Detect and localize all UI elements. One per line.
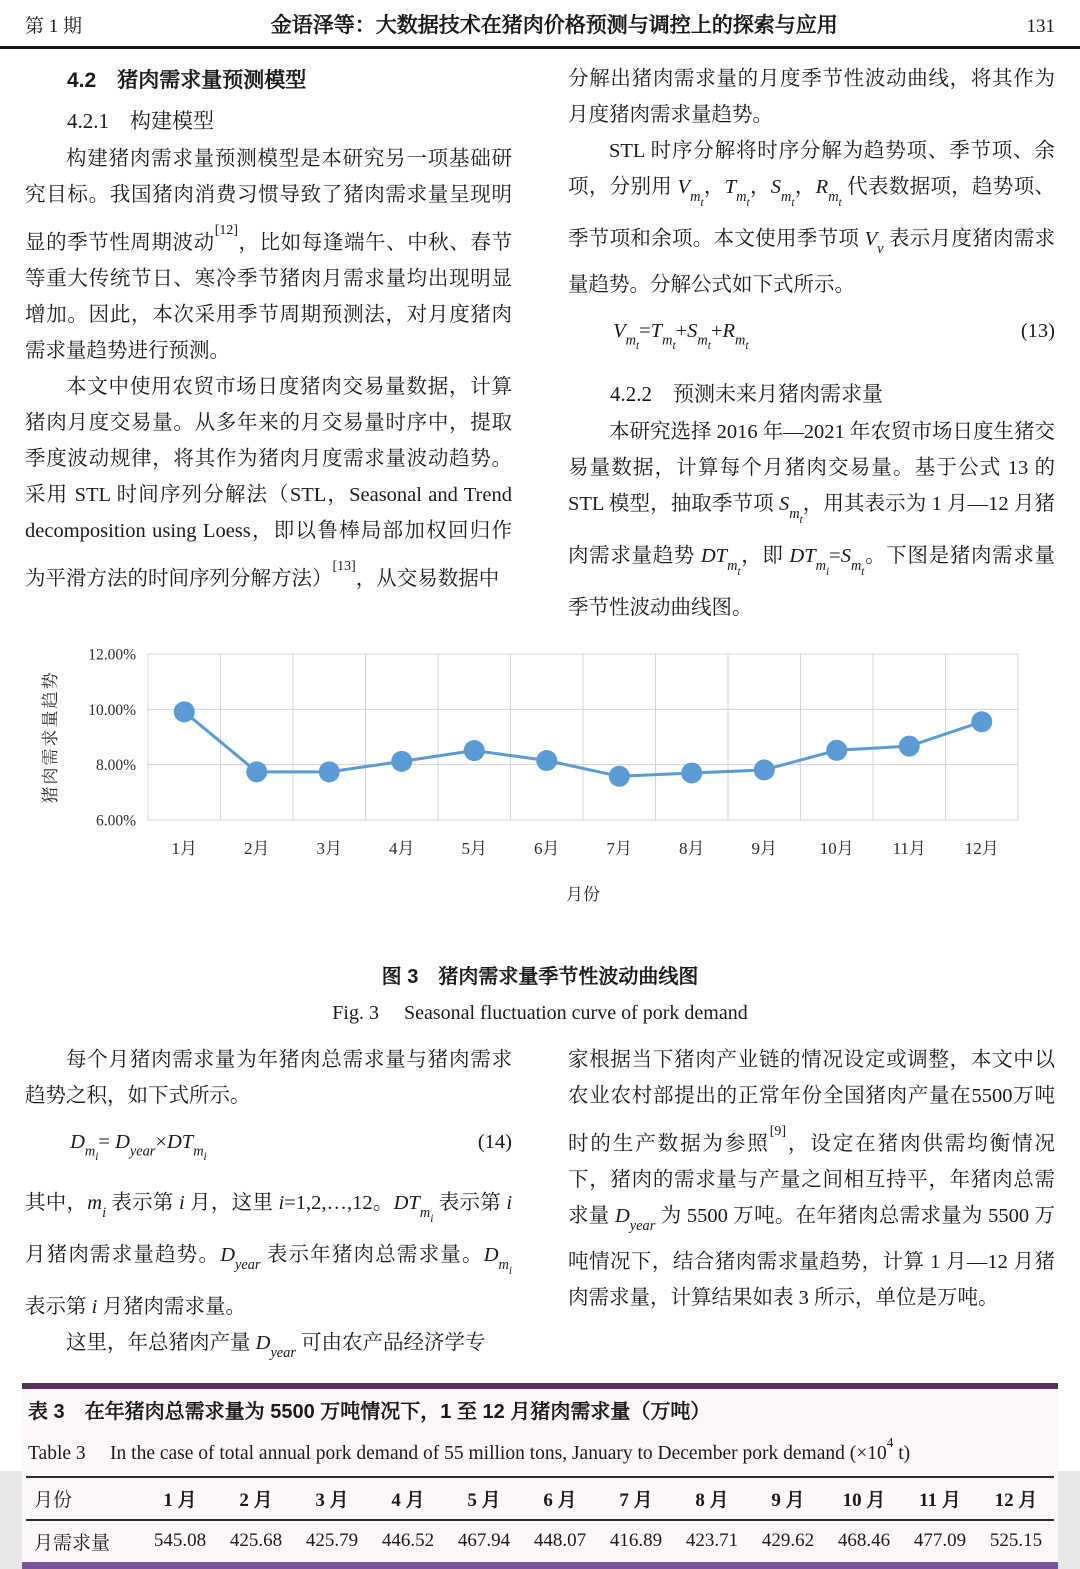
chart-x-tick-label: 10月 — [819, 839, 854, 858]
right-column-bottom — [568, 1042, 1055, 1371]
text-run: m — [850, 557, 862, 574]
text-run: i — [825, 566, 830, 578]
text-run: = — [639, 319, 651, 342]
page-number: 131 — [1026, 16, 1055, 37]
text-run: 表示第 — [433, 1192, 507, 1215]
text-run: m — [690, 188, 701, 205]
formula-14-expression — [70, 1125, 207, 1174]
chart-data-point — [899, 736, 920, 757]
table-data-row — [26, 1520, 1054, 1562]
text-run: 本研究选择 2016 年—2021 年农贸市场日度生猪交易量数据，计算每个月猪肉交易量。基于公式 13 的 STL 模型，抽取季节项 — [568, 421, 1055, 516]
text-run: m — [727, 557, 738, 574]
text-run: 其中， — [25, 1192, 88, 1215]
text-run: ， — [703, 176, 725, 198]
table-month-header: 8 月 — [695, 1489, 729, 1511]
table-cell: 416.89 — [609, 1530, 663, 1552]
text-run: i — [179, 1192, 185, 1215]
text-run: D — [255, 1332, 271, 1355]
text-run: m — [828, 188, 839, 205]
figure-caption-en: Fig. 3 Seasonal fluctuation curve of pork demand — [332, 1002, 748, 1024]
chart-y-tick-label: 6.00% — [95, 812, 136, 830]
text-run: S — [687, 319, 698, 342]
table-col-label: 月份 — [34, 1489, 73, 1511]
text-run: i — [506, 1192, 513, 1215]
text-run: S — [770, 176, 782, 198]
text-run: ， — [749, 176, 771, 198]
text-run: t — [672, 340, 676, 353]
chart-data-point — [971, 711, 992, 732]
section-heading-4-2: 4.2 猪肉需求量预测模型 — [67, 69, 307, 92]
text-columns-top — [0, 61, 1080, 626]
text-run: DT — [789, 545, 816, 568]
text-run: S — [778, 493, 790, 516]
text-run: t — [746, 196, 750, 209]
text-run: m — [662, 332, 673, 349]
text-run: D — [483, 1244, 499, 1267]
chart-y-tick-label: 8.00% — [95, 757, 136, 775]
page-header — [0, 0, 1080, 49]
text-run: 。下图是猪肉需求量季节性波动曲线图。 — [568, 545, 1056, 619]
text-run: t — [745, 340, 749, 353]
text-run: t — [700, 196, 704, 209]
text-run: 表示第 — [25, 1296, 92, 1319]
table-month-header: 11 月 — [919, 1489, 961, 1511]
table-month-header: 10 月 — [842, 1489, 886, 1511]
table-month-header: 2 月 — [239, 1489, 273, 1511]
text-run: t — [838, 196, 842, 209]
text-run: m — [87, 1192, 103, 1215]
text-run: 可由农产品经济学专 — [295, 1332, 486, 1355]
chart-data-point — [174, 701, 195, 722]
left-column-top — [25, 61, 512, 626]
demand-trend-line-chart — [30, 636, 1050, 936]
table-cell: 448.07 — [533, 1530, 587, 1552]
text-run: t) — [893, 1442, 911, 1464]
paragraph-dyear-setting — [568, 1042, 1055, 1316]
text-run: [12] — [214, 223, 238, 238]
issue-label: 第 1 期 — [25, 16, 83, 37]
table-month-header: 12 月 — [994, 1489, 1038, 1511]
table-month-header: 7 月 — [619, 1489, 653, 1511]
left-column-bottom — [25, 1042, 512, 1371]
text-run: = — [829, 545, 841, 568]
text-run: DT — [700, 545, 728, 568]
text-run: i — [95, 1151, 99, 1164]
text-run: S — [840, 545, 851, 568]
text-run: ，设定在猪肉供需均衡情况下，猪肉的需求量与产量之间相互持平，年猪肉总需求量 — [568, 1133, 1056, 1228]
chart-data-point — [391, 751, 412, 772]
paragraph-symbol-definitions — [25, 1185, 512, 1325]
text-run: T — [724, 176, 737, 198]
table-cell: 525.15 — [989, 1530, 1043, 1552]
text-run: × — [155, 1131, 167, 1153]
table-cell: 425.79 — [305, 1530, 359, 1552]
formula-13 — [568, 314, 1055, 363]
chart-data-point — [609, 766, 630, 787]
text-run: ，从交易数据中 — [355, 568, 500, 591]
text-run: =1,2,…,12。 — [284, 1192, 394, 1215]
table-month-header: 6 月 — [543, 1489, 577, 1511]
text-run: = — [98, 1131, 116, 1153]
figure-caption-zh: 图 3 猪肉需求量季节性波动曲线图 — [381, 966, 699, 988]
chart-x-tick-label: 11月 — [892, 839, 926, 858]
text-run: ，用其表示为 1 月—12 月猪肉需求量趋势 — [568, 493, 1056, 568]
paragraph-monthly-demand-product: 每个月猪肉需求量为年猪肉总需求量与猪肉需求趋势之积，如下式所示。 — [25, 1049, 512, 1107]
chart-data-point — [246, 761, 267, 782]
text-run: 这里，年总猪肉产量 — [66, 1332, 256, 1355]
paragraph-dyear-intro — [25, 1325, 512, 1371]
table-bottom-rule — [22, 1562, 1058, 1569]
text-run: m — [193, 1143, 204, 1160]
table-caption-en — [22, 1427, 1058, 1476]
text-run: Table 3 In the case of total annual pork demand of 55 million tons, January to December pork demand (×10 — [28, 1442, 887, 1464]
text-run: i — [203, 1151, 207, 1164]
table-3-block — [22, 1383, 1058, 1569]
text-run: v — [877, 240, 884, 257]
text-run: 家根据当下猪肉产业链的情况设定或调整，本文中以农业农村部提出的正常年份全国猪肉产量在5500万吨时的生产数据为参照 — [568, 1049, 1055, 1156]
formula-14 — [25, 1125, 512, 1174]
section-heading-4-2-1: 4.2.1 构建模型 — [67, 109, 214, 133]
text-run: D — [614, 1205, 630, 1228]
text-run: + — [675, 319, 688, 342]
text-run: m — [815, 557, 826, 574]
text-run: 构建猪肉需求量预测模型是本研究另一项基础研究目标。我国猪肉消费习惯导致了猪肉需求量呈现明显的季节性周期波动 — [25, 148, 512, 255]
text-run: m — [781, 188, 792, 205]
equation-number-13: (13) — [1020, 319, 1055, 342]
text-run: m — [498, 1257, 509, 1274]
text-run: D — [115, 1131, 130, 1153]
table-month-header: 4 月 — [391, 1489, 425, 1511]
formula-13-expression — [613, 314, 748, 363]
table-cell: 477.09 — [913, 1530, 967, 1552]
table-caption-zh: 表 3 在年猪肉总需求量为 5500 万吨情况下，1 至 12 月猪肉需求量（万吨） — [28, 1401, 711, 1424]
text-run: i — [102, 1205, 107, 1222]
table-cell: 425.68 — [229, 1530, 283, 1552]
table-header-row — [26, 1477, 1054, 1520]
text-run: t — [635, 340, 640, 353]
text-run: V — [613, 319, 626, 342]
table-month-header: 9 月 — [771, 1489, 805, 1511]
paragraph-build-model — [25, 141, 512, 369]
text-run: m — [736, 188, 747, 205]
table-row-label: 月需求量 — [34, 1532, 111, 1554]
table-month-header: 3 月 — [315, 1489, 349, 1511]
text-run: R — [815, 176, 829, 198]
text-run: m — [84, 1143, 96, 1160]
equation-number-14: (14) — [477, 1131, 512, 1153]
text-run: i — [278, 1192, 285, 1215]
text-run: 月，这里 — [184, 1192, 279, 1215]
chart-data-point — [464, 740, 485, 761]
text-run: R — [722, 319, 735, 342]
text-run: + — [710, 319, 723, 342]
text-run: t — [799, 514, 803, 527]
text-run: 表示月度猪肉需求量趋势。分解公式如下式所示。 — [568, 227, 1056, 296]
text-run: m — [625, 332, 636, 349]
table-cell: 423.71 — [685, 1530, 739, 1552]
chart-y-tick-label: 12.00% — [88, 646, 136, 664]
paragraph-stl-terms — [568, 133, 1055, 303]
chart-data-point — [319, 761, 340, 782]
text-run: 4 — [886, 1435, 894, 1451]
text-run: STL 时序分解将时序分解为趋势项、季节项、余项，分别用 — [568, 140, 1055, 198]
text-run: 本文中使用农贸市场日度猪肉交易量数据，计算猪肉月度交易量。从多年来的月交易量时序中，提取季度波动规律，将其作为猪肉月度需求量波动趋势。采用 STL 时间序列分解法（STL，Seasonal and Trend decomposition using Loess，即以鲁棒局部加权回归作为平滑方法的时间序列分解方法） — [25, 376, 512, 591]
table-cell: 429.62 — [761, 1530, 815, 1552]
section-heading-4-2-2: 4.2.2 预测未来月猪肉需求量 — [610, 382, 883, 407]
text-run: 月猪肉需求量趋势。 — [25, 1244, 221, 1267]
text-run: ， — [794, 176, 816, 198]
text-columns-bottom — [0, 1042, 1080, 1371]
chart-x-tick-label: 7月 — [606, 839, 632, 858]
text-run: 表示第 — [106, 1192, 180, 1215]
text-run: t — [737, 566, 741, 578]
text-run: V — [677, 176, 691, 198]
text-run: DT — [393, 1192, 420, 1215]
figure-3-chart — [30, 636, 1050, 936]
text-run: t — [791, 196, 795, 209]
chart-data-point — [681, 762, 702, 783]
chart-x-tick-label: 5月 — [461, 839, 487, 858]
chart-x-tick-label: 1月 — [171, 839, 197, 858]
chart-x-tick-label: 6月 — [534, 839, 560, 858]
chart-x-tick-label: 3月 — [316, 839, 342, 858]
chart-x-axis-title: 月份 — [566, 885, 600, 904]
table-month-header: 1 月 — [163, 1489, 197, 1511]
paragraph-predict-monthly — [568, 414, 1055, 626]
text-run: year — [270, 1345, 296, 1362]
text-run: i — [91, 1296, 98, 1319]
text-run: year — [129, 1143, 156, 1160]
chart-x-tick-label: 2月 — [244, 839, 270, 858]
monthly-demand-table — [26, 1476, 1054, 1562]
table-cell: 446.52 — [381, 1530, 435, 1552]
chart-x-tick-label: 8月 — [679, 839, 705, 858]
chart-x-tick-label: 9月 — [751, 839, 777, 858]
chart-data-point — [826, 740, 847, 761]
text-run: year — [629, 1218, 656, 1235]
text-run: ，比如每逢端午、中秋、春节等重大传统节日、寒冷季节猪肉月需求量均出现明显增加。因此，本次采用季节周期预测法，对月度猪肉需求量趋势进行预测。 — [25, 232, 513, 363]
table-month-header: 5 月 — [467, 1489, 501, 1511]
text-run: 代表数据项，趋势项、季节项和余项。本文使用季节项 — [568, 176, 1056, 250]
text-run: V — [864, 227, 878, 250]
text-run: DT — [166, 1131, 194, 1153]
text-run: 为 5500 万吨。在年猪肉总需求量为 5500 万吨情况下，结合猪肉需求量趋势，计算 1 月—12 月猪肉需求量，计算结果如表 3 所示，单位是万吨。 — [568, 1205, 1056, 1310]
text-run: t — [707, 340, 711, 353]
text-run: m — [697, 332, 708, 349]
chart-y-axis-title: 猪肉需求量趋势 — [41, 670, 60, 804]
chart-x-tick-label: 4月 — [389, 839, 415, 858]
text-run: 表示年猪肉总需求量。 — [260, 1244, 484, 1267]
text-run: year — [235, 1257, 261, 1274]
text-run: m — [419, 1205, 431, 1222]
chart-x-tick-label: 12月 — [964, 839, 999, 858]
text-run: D — [70, 1131, 85, 1153]
paragraph-decompose-continued: 分解出猪肉需求量的月度季节性波动曲线，将其作为月度猪肉需求量趋势。 — [568, 68, 1055, 126]
chart-data-point — [754, 759, 775, 780]
text-run: [9] — [769, 1124, 787, 1139]
chart-data-point — [536, 750, 557, 771]
text-run: i — [508, 1265, 512, 1278]
text-run: t — [861, 566, 865, 578]
text-run: m — [735, 332, 746, 349]
text-run: ，即 — [740, 545, 790, 568]
table-cell: 545.08 — [153, 1530, 207, 1552]
right-column-top — [568, 61, 1055, 626]
text-run: D — [220, 1244, 235, 1267]
text-run: [13] — [332, 559, 356, 575]
running-title: 金语泽等：大数据技术在猪肉价格预测与调控上的探索与应用 — [270, 14, 838, 37]
text-run: m — [789, 506, 800, 522]
chart-y-tick-label: 10.00% — [88, 701, 136, 719]
table-cell: 467.94 — [457, 1530, 511, 1552]
paragraph-stl-method — [25, 369, 512, 597]
text-run: T — [650, 319, 663, 342]
text-run: i — [430, 1213, 434, 1226]
table-cell: 468.46 — [837, 1530, 891, 1552]
text-run: 月猪肉需求量。 — [97, 1296, 246, 1319]
